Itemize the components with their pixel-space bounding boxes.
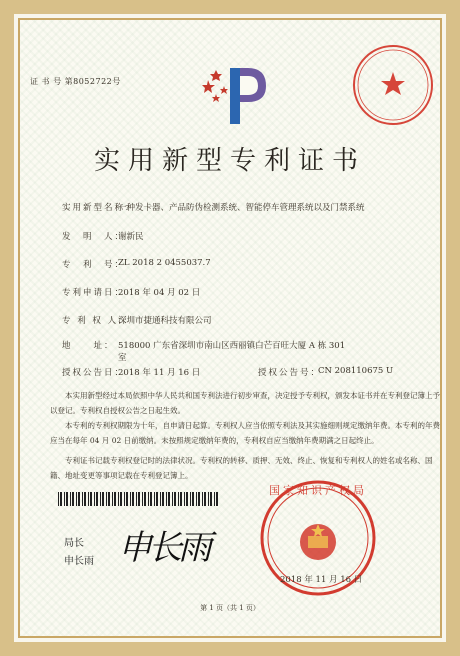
page-number: 第 1 页（共 1 页）	[200, 604, 260, 612]
name-label: 实用新型名称：	[62, 203, 136, 213]
grant-no-label: 授权公告号：	[258, 368, 322, 378]
seal-date: 2018 年 11 月 16 日	[280, 575, 363, 585]
seal-text: 国家知识产权局	[269, 484, 367, 497]
barcode	[58, 492, 220, 506]
address-value-line1: 518000 广东省深圳市南山区西丽镇白芒百旺大厦 A 栋 301	[118, 341, 346, 351]
grant-date-value: 2018 年 11 月 16 日	[118, 368, 201, 378]
paragraph-grant: 本实用新型经过本局依照中华人民共和国专利法进行初步审查，决定授予专利权，颁发本证书并在专利登记簿上予以登记。专利权自授权公告之日起生效。	[50, 391, 440, 415]
paragraph-status: 专利证书记载专利权登记时的法律状况。专利权的转移、质押、无效、终止、恢复和专利权人的姓名或名称、国籍、地址变更等事项记载在专利登记簿上。	[50, 456, 433, 480]
page-title: 实用新型专利证书	[93, 146, 366, 176]
patentee-value: 深圳市捷通科技有限公司	[118, 316, 212, 326]
name-value: 一种发卡器、产品防伪检测系统、智能停车管理系统以及门禁系统	[118, 203, 365, 213]
director-title: 局长	[64, 538, 84, 549]
filing-date-label: 专利申请日：	[62, 288, 126, 298]
patent-no-value: ZL 2018 2 0455037.7	[118, 258, 211, 268]
paragraph-term: 本专利的专利权期限为十年，自申请日起算。专利权人应当依照专利法及其实施细则规定缴纳年费。本专利的年费应当在每年 04 月 02 日前缴纳。未按照规定缴纳年费的，专利权自应当缴纳年费期满之日起终止。	[50, 421, 440, 445]
patent-no-label: 专 利 号：	[62, 260, 126, 270]
inventor-value: 谢新民	[118, 232, 144, 242]
patent-office-logo-icon	[202, 66, 268, 126]
director-name: 申长雨	[64, 556, 94, 567]
address-label: 地 址：	[62, 341, 115, 351]
grant-no-value: CN 208110675 U	[318, 366, 394, 376]
inventor-label: 发 明 人：	[62, 232, 126, 242]
address-value-line2: 室	[118, 353, 127, 363]
small-seal-icon	[350, 42, 436, 128]
certificate-number: 证 书 号 第8052722号	[30, 77, 121, 86]
filing-date-value: 2018 年 04 月 02 日	[118, 288, 201, 298]
patentee-label: 专 利 权 人：	[62, 316, 129, 326]
director-signature: 申长雨	[118, 528, 208, 568]
grant-date-label: 授权公告日：	[62, 368, 126, 378]
